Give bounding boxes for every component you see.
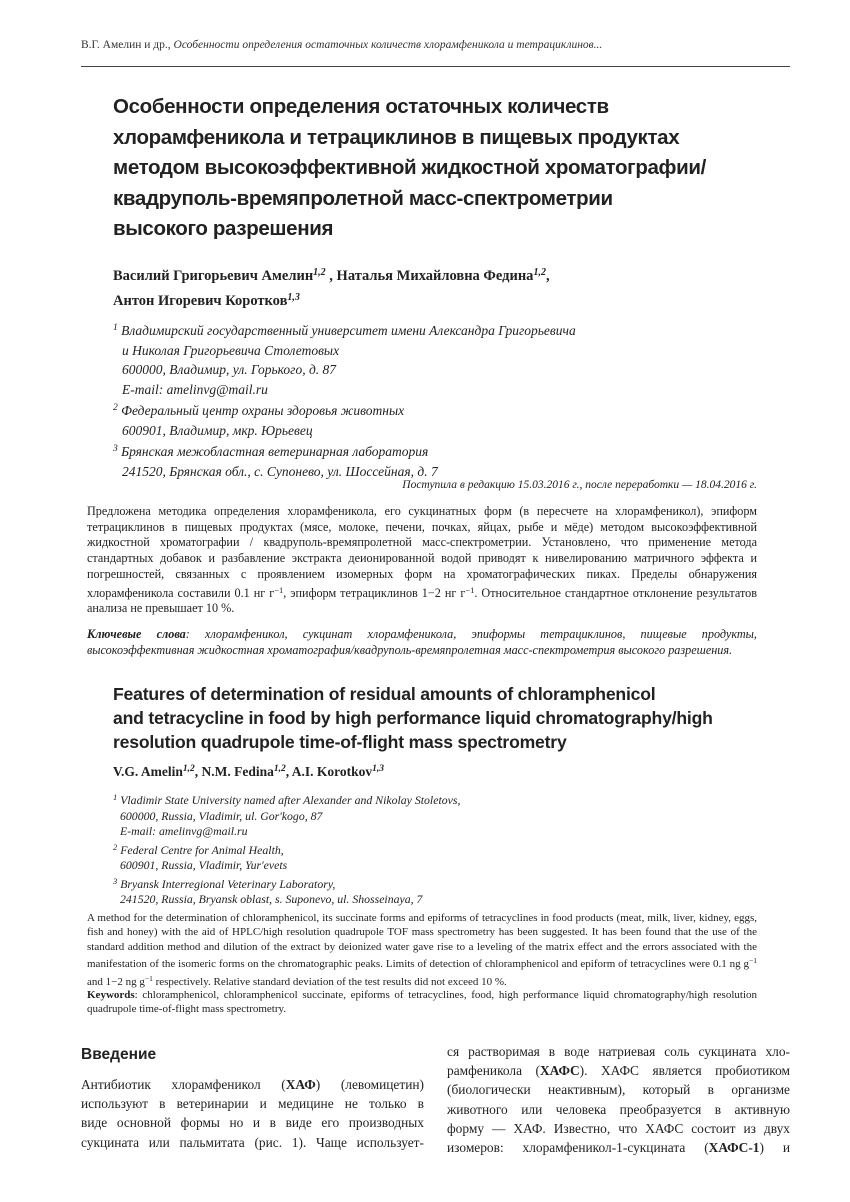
text-line: рамфеникола (ХАФС). ХАФС является пробиотиком [447, 1063, 790, 1079]
received-date: Поступила в редакцию 15.03.2016 г., после переработки — 18.04.2016 г. [402, 479, 757, 491]
affiliations-en [113, 790, 460, 908]
header-rule [81, 66, 790, 67]
abstract-ru: Предложена методика определения хлорамфеникола, его сукцинатных форм (в пересчете на хлорамфеникол), эпиформ тетрациклинов в пищевых продуктах (мясе, молоке, печени, почках, яйцах, рыбе и мёде) методом высокоэффективной жидкостной хроматографии / квадруполь-времяпролетной масс-спектрометрии. Установлено, что применение метода стандартных добавок и разбавление экстракта деионированной водой приводят к нивелированию матричного эффекта и погрешностей, связанных с проявлением изомерных форм на хроматографических пиках. Пределы обнаружения хлорамфеникола составили 0.1 нг $г^{-1}$, эпиформ тетрациклинов 1−2 нг $г^{-1}$. Относительное стандартное отклонение результатов анализа не превышает 10 %. [87, 504, 757, 616]
affiliation-number: 1 [113, 323, 118, 333]
text-line: (биологически неактивным), который в организме [447, 1082, 790, 1098]
author-list-ru-line2 [113, 287, 300, 312]
article-title-ru [113, 92, 773, 245]
author-name: Наталья Михайловна Федина [336, 268, 534, 284]
affiliation-line: и Николая Григорьевича Столетовых [122, 342, 340, 358]
abstract-en: A method for the determination of chloramphenicol, its succinate forms and epiforms of tetracyclines in food products (meat, milk, liver, kidney, eggs, fish and honey) with the aid of HPLC/high resolution quadrupole TOF mass spectrometry has been suggested. It has been found that the use of the standard addition method and dilution of the extract by deionized water gave rise to a leveling of the matrix effect and the errors associated with the manifestation of the isomeric forms on the chromatographic peaks. Limits of detection of chloramphenicol and epiform of tetracyclines were 0.1 ng $g^{-1}$ and 1−2 ng $g^{-1}$ respectively. Relative standard deviation of the test results did not exceed 10 %. [87, 912, 757, 988]
author-name: V.G. Amelin [113, 764, 183, 779]
affiliation-number: 3 [113, 444, 118, 454]
section-heading-introduction: Введение [81, 1046, 157, 1063]
author-name: A.I. Korotkov [291, 764, 373, 779]
running-head [81, 39, 602, 51]
text-line: сукцината или пальмитата (рис. 1). Чаще использует- [81, 1134, 424, 1150]
author-affiliation-ref: 1,2 [313, 267, 326, 278]
affiliation-number: 3 [113, 875, 118, 886]
title-line: Особенности определения остаточных количеств [113, 95, 609, 118]
text-line: Антибиотик хлорамфеникол (ХАФ) (левомицетин) [81, 1077, 424, 1092]
intro-column-left [81, 1075, 424, 1152]
running-head-title: Особенности определения остаточных количеств хлорамфеникола и тетрациклинов... [173, 39, 603, 51]
author-name: Антон Игоревич Коротков [113, 293, 288, 309]
affiliation-line: 600901, Russia, Vladimir, Yur'evets [120, 858, 288, 872]
affiliation-line: 600000, Russia, Vladimir, ul. Gor'kogo, 87 [120, 808, 323, 823]
affiliation-line: 600901, Владимир, мкр. Юрьевец [122, 422, 313, 438]
keywords-label: Keywords [87, 989, 135, 1001]
affiliation-line: 600000, Владимир, ул. Горького, д. 87 [122, 362, 337, 377]
affiliation-line: $^2$ Federal Centre for Animal Health, [113, 841, 284, 857]
affiliation-line: $^1$ Vladimir State University named after Alexander and Nikolay Stoletovs, [113, 792, 461, 807]
text-line: виде основной формы но и в виде его производных [81, 1115, 424, 1131]
author-affiliation-ref: 1,2 [533, 267, 546, 278]
affiliation-line: $^3$ Брянская межобластная ветеринарная лаборатория [113, 444, 429, 459]
author-name: Василий Григорьевич Амелин [113, 268, 314, 284]
text-line: используют в ветеринарии и медицине не только в [81, 1096, 424, 1112]
keywords-ru: Ключевые слова: хлорамфеникол, сукцинат хлорамфеникола, эпиформы тетрациклинов, пищевые продукты, высокоэффективная жидкостная хроматография/квадруполь-времяпролетная масс-спектрометрия высокого разрешения. [87, 627, 757, 657]
keywords-label: Ключевые слова [87, 627, 186, 641]
affiliation-line: 241520, Russia, Bryansk oblast, s. Suponevo, ul. Shosseinaya, 7 [120, 892, 423, 906]
affiliation-email: E-mail: amelinvg@mail.ru [122, 381, 268, 397]
title-line: resolution quadrupole time-of-flight mass spectrometry [113, 732, 567, 752]
title-line: высокого разрешения [113, 217, 334, 240]
author-affiliation-ref: 1,2 [273, 764, 286, 774]
affiliation-line: 241520, Брянская обл., с. Супонево, ул. Шоссейная, д. 7 [122, 463, 438, 479]
text-line: форму — ХАФ. Известно, что ХАФС состоит из двух [447, 1120, 790, 1136]
title-line: квадруполь-времяпролетной масс-спектрометрии [113, 186, 613, 210]
title-line: хлорамфеникола и тетрациклинов в пищевых продуктах [113, 125, 680, 149]
author-affiliation-ref: 1,2 [182, 764, 195, 774]
intro-column-right [447, 1042, 790, 1157]
affiliation-number: 1 [113, 792, 118, 802]
affiliation-line: $^2$ Федеральный центр охраны здоровья животных [113, 403, 405, 418]
affiliation-email: E-mail: amelinvg@mail.ru [120, 824, 248, 838]
running-head-authors: В.Г. Амелин и др., [81, 39, 171, 51]
text-line: ся растворимая в воде натриевая соль сукцината хло- [447, 1044, 790, 1059]
article-title-en [113, 682, 753, 754]
affiliation-line: $^1$ Владимирский государственный университет имени Александра Григорьевича [113, 323, 576, 338]
keywords-en: Keywords: chloramphenicol, chloramphenicol succinate, epiforms of tetracyclines, food, high performance liquid chromatography/high resolution quadrupole time-of-flight mass spectrometry. [87, 989, 757, 1016]
title-line: Features of determination of residual amounts of chloramphenicol [113, 684, 656, 704]
author-separator: , [325, 268, 333, 284]
title-line: and tetracycline in food by high performance liquid chromatography/high [113, 708, 713, 728]
affiliation-number: 2 [113, 403, 118, 413]
author-affiliation-ref: 1,3 [372, 764, 385, 774]
affiliation-number: 2 [113, 841, 118, 852]
affiliations-ru [113, 319, 576, 481]
author-list-ru [113, 262, 550, 287]
affiliation-line: $^3$ Bryansk Interregional Veterinary Laboratory, [113, 875, 336, 891]
author-separator: , [545, 268, 550, 284]
title-line: методом высокоэффективной жидкостной хроматографии/ [113, 156, 706, 179]
author-name: N.M. Fedina [201, 764, 274, 779]
author-affiliation-ref: 1,3 [287, 292, 300, 303]
text-line: животного или человека преобразуется в активную [447, 1101, 790, 1117]
author-list-en: V.G. Amelin$^{1,2}$, N.M. Fedina$^{1,2}$, A.I. Korotkov$^{1,3}$ [113, 764, 385, 779]
text-line: изомеров: хлорамфеникол-1-сукцината (ХАФС-1) и [447, 1140, 790, 1156]
